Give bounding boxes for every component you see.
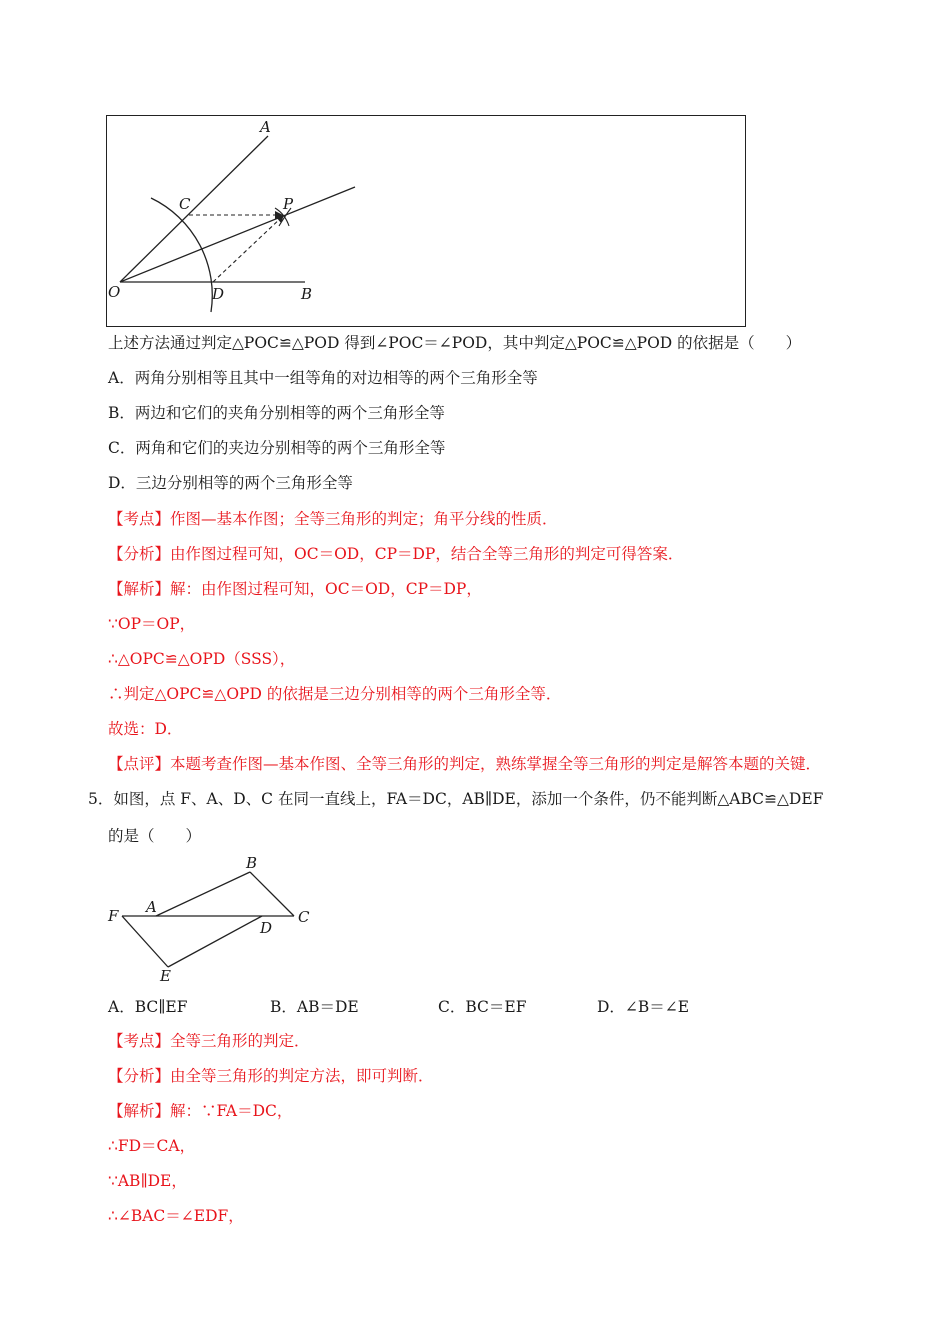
label-b: B: [301, 285, 313, 303]
q5-stem-line1: 5．如图，点 F、A、D、C 在同一直线上，FA＝DC，AB∥DE，添加一个条件，仍不能判断△ABC≌△DEF: [88, 790, 824, 808]
angle-bisector-diagram: [107, 116, 747, 328]
q5-jiexi-line-2: ∴FD＝CA，: [108, 1137, 196, 1155]
q4-jiexi-line-3: ∴△OPC≌△OPD（SSS），: [108, 650, 296, 668]
jiexi-line-1: 解：由作图过程可知，OC＝OD，CP＝DP，: [170, 580, 482, 598]
q4-stem: 上述方法通过判定△POC≌△POD 得到∠POC＝∠POD，其中判定△POC≌△POD 的依据是（ ）: [108, 334, 802, 352]
line-ed: [168, 916, 262, 967]
q5-kaodian-text: 全等三角形的判定．: [170, 1032, 310, 1050]
q4-jiexi: [108, 579, 482, 599]
q5-jiexi-tag: 【解析】: [108, 1102, 171, 1120]
q5-jiexi: [108, 1101, 292, 1121]
q4-dianping: [108, 754, 821, 774]
fenxi-tag: 【分析】: [108, 545, 171, 563]
q4-jiexi-line-4: ∴判定△OPC≌△OPD 的依据是三边分别相等的两个三角形全等．: [108, 685, 562, 703]
q5-kaodian: [108, 1031, 310, 1051]
figure-triangles: [100, 850, 330, 985]
q5-option-b: B．AB＝DE: [270, 998, 359, 1016]
line-fe: [122, 916, 168, 967]
q4-option-c: C．两角和它们的夹边分别相等的两个三角形全等: [108, 439, 446, 457]
kaodian-tag: 【考点】: [108, 510, 171, 528]
q4-option-d: D．三边分别相等的两个三角形全等: [108, 474, 353, 492]
q5-option-c: C．BC＝EF: [438, 998, 527, 1016]
label-d: D: [212, 285, 225, 303]
label-b2: B: [246, 854, 258, 872]
q5-option-a: A．BC∥EF: [108, 998, 188, 1016]
q5-stem-line2: 的是（ ）: [108, 827, 202, 845]
line-ab: [156, 872, 250, 916]
label-d2: D: [260, 919, 273, 937]
kaodian-text: 作图—基本作图；全等三角形的判定；角平分线的性质．: [170, 510, 558, 528]
label-c: C: [179, 195, 191, 213]
q5-kaodian-tag: 【考点】: [108, 1032, 171, 1050]
ray-oa: [120, 136, 268, 282]
q4-kaodian: [108, 509, 558, 529]
q5-jiexi-line-1: 解：∵FA＝DC，: [170, 1102, 293, 1120]
line-bc: [250, 872, 294, 916]
ray-op: [120, 187, 355, 282]
q4-option-a: A．两角分别相等且其中一组等角的对边相等的两个三角形全等: [108, 369, 538, 387]
label-p: P: [283, 195, 294, 213]
label-e: E: [160, 967, 171, 985]
label-a2: A: [146, 898, 157, 916]
q5-option-d: D．∠B＝∠E: [597, 998, 690, 1016]
label-o: O: [108, 283, 121, 301]
dianping-text: 本题考查作图—基本作图、全等三角形的判定，熟练掌握全等三角形的判定是解答本题的关键．: [170, 755, 822, 773]
jiexi-tag: 【解析】: [108, 580, 171, 598]
q5-fenxi-text: 由全等三角形的判定方法，即可判断．: [170, 1067, 434, 1085]
q4-jiexi-line-5: 故选：D．: [108, 720, 183, 738]
label-a: A: [260, 118, 271, 136]
dashed-dp: [213, 216, 283, 282]
q4-jiexi-line-2: ∵OP＝OP，: [108, 615, 196, 633]
q4-fenxi: [108, 544, 683, 564]
fenxi-text: 由作图过程可知，OC＝OD，CP＝DP，结合全等三角形的判定可得答案．: [170, 545, 684, 563]
q5-jiexi-line-4: ∴∠BAC＝∠EDF，: [108, 1207, 244, 1225]
q5-fenxi-tag: 【分析】: [108, 1067, 171, 1085]
label-f: F: [108, 907, 119, 925]
label-c2: C: [298, 908, 310, 926]
dianping-tag: 【点评】: [108, 755, 171, 773]
q4-option-b: B．两边和它们的夹角分别相等的两个三角形全等: [108, 404, 445, 422]
figure-angle-bisector: [106, 115, 746, 327]
q5-fenxi: [108, 1066, 434, 1086]
q5-jiexi-line-3: ∵AB∥DE，: [108, 1172, 187, 1190]
